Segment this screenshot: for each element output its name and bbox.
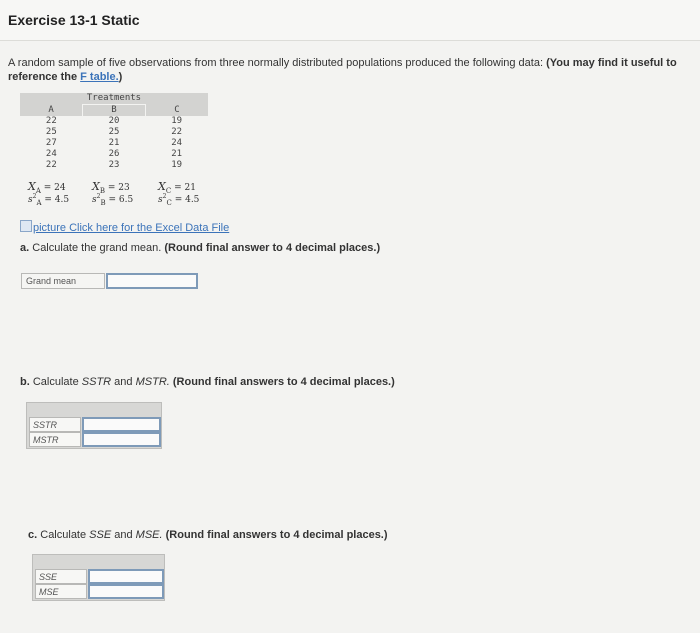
table-cell: 24 [171,138,183,148]
table-cell: 20 [108,116,120,126]
sse-mse-answer-box [32,554,165,601]
table-cell: 22 [171,127,183,137]
table-cell: 19 [171,116,183,126]
column-header-c: C [145,105,208,117]
table-row [20,138,208,149]
column-header-b: B [83,105,146,117]
mstr-input[interactable] [82,432,161,447]
sse-row [35,569,164,584]
hint-end: ) [118,71,123,83]
data-table [20,93,208,171]
problem-statement [8,56,692,84]
table-cell: 25 [108,127,120,137]
table-row [20,149,208,160]
title-bar [0,0,700,41]
table-cell: 22 [45,160,57,170]
sstr-mstr-answer-box [26,402,162,449]
mstr-label: MSTR [29,432,81,447]
table-corner [20,93,83,105]
treatments-header: Treatments [83,93,146,105]
question-a: a. Calculate the grand mean. (Round final answer to 4 decimal places.) [20,242,381,254]
mean-c: $X_C = 21$ [158,180,196,195]
grand-mean-input[interactable] [106,273,198,289]
mse-label: MSE [35,584,87,599]
sstr-row [29,417,161,432]
variance-a: $s^2_A = 4.5$ [28,193,70,207]
table-corner [145,93,208,105]
table-cell: 24 [45,149,57,159]
table-row [20,160,208,171]
mean-b: $X_B = 23$ [92,180,130,195]
table-cell: 21 [108,138,120,148]
excel-data-link[interactable] [20,220,229,234]
table-cell: 22 [45,116,57,126]
sse-label: SSE [35,569,87,584]
broken-image-icon [20,220,32,232]
table-cell: 19 [171,160,183,170]
problem-text: A random sample of five observations from three normally distributed populations produced the following data: [8,57,544,69]
summary-statistics [28,180,228,206]
mse-input[interactable] [88,584,164,599]
question-c: c. Calculate SSE and MSE. (Round final answers to 4 decimal places.) [28,529,388,541]
variance-c: $s^2_C = 4.5$ [158,193,200,207]
table-cell: 23 [108,160,120,170]
table-cell: 21 [171,149,183,159]
question-b: b. Calculate SSTR and MSTR. (Round final answers to 4 decimal places.) [20,376,395,388]
hint-text: (You may find it useful to reference the [8,57,677,83]
mse-row [35,584,164,599]
variance-b: $s^2_B = 6.5$ [92,193,134,207]
table-cell: 25 [45,127,57,137]
table-row [20,127,208,138]
f-table-link[interactable]: F table. [80,71,119,83]
table-cell: 27 [45,138,57,148]
column-header-a: A [20,105,83,117]
mstr-row [29,432,161,447]
table-cell: 26 [108,149,120,159]
page-title: Exercise 13-1 Static [8,12,140,28]
sstr-input[interactable] [82,417,161,432]
sstr-label: SSTR [29,417,81,432]
sse-input[interactable] [88,569,164,584]
excel-link-text: picture Click here for the Excel Data File [33,222,230,234]
grand-mean-label: Grand mean [21,273,105,289]
mean-a: $X_A = 24$ [28,180,66,195]
table-row [20,116,208,127]
